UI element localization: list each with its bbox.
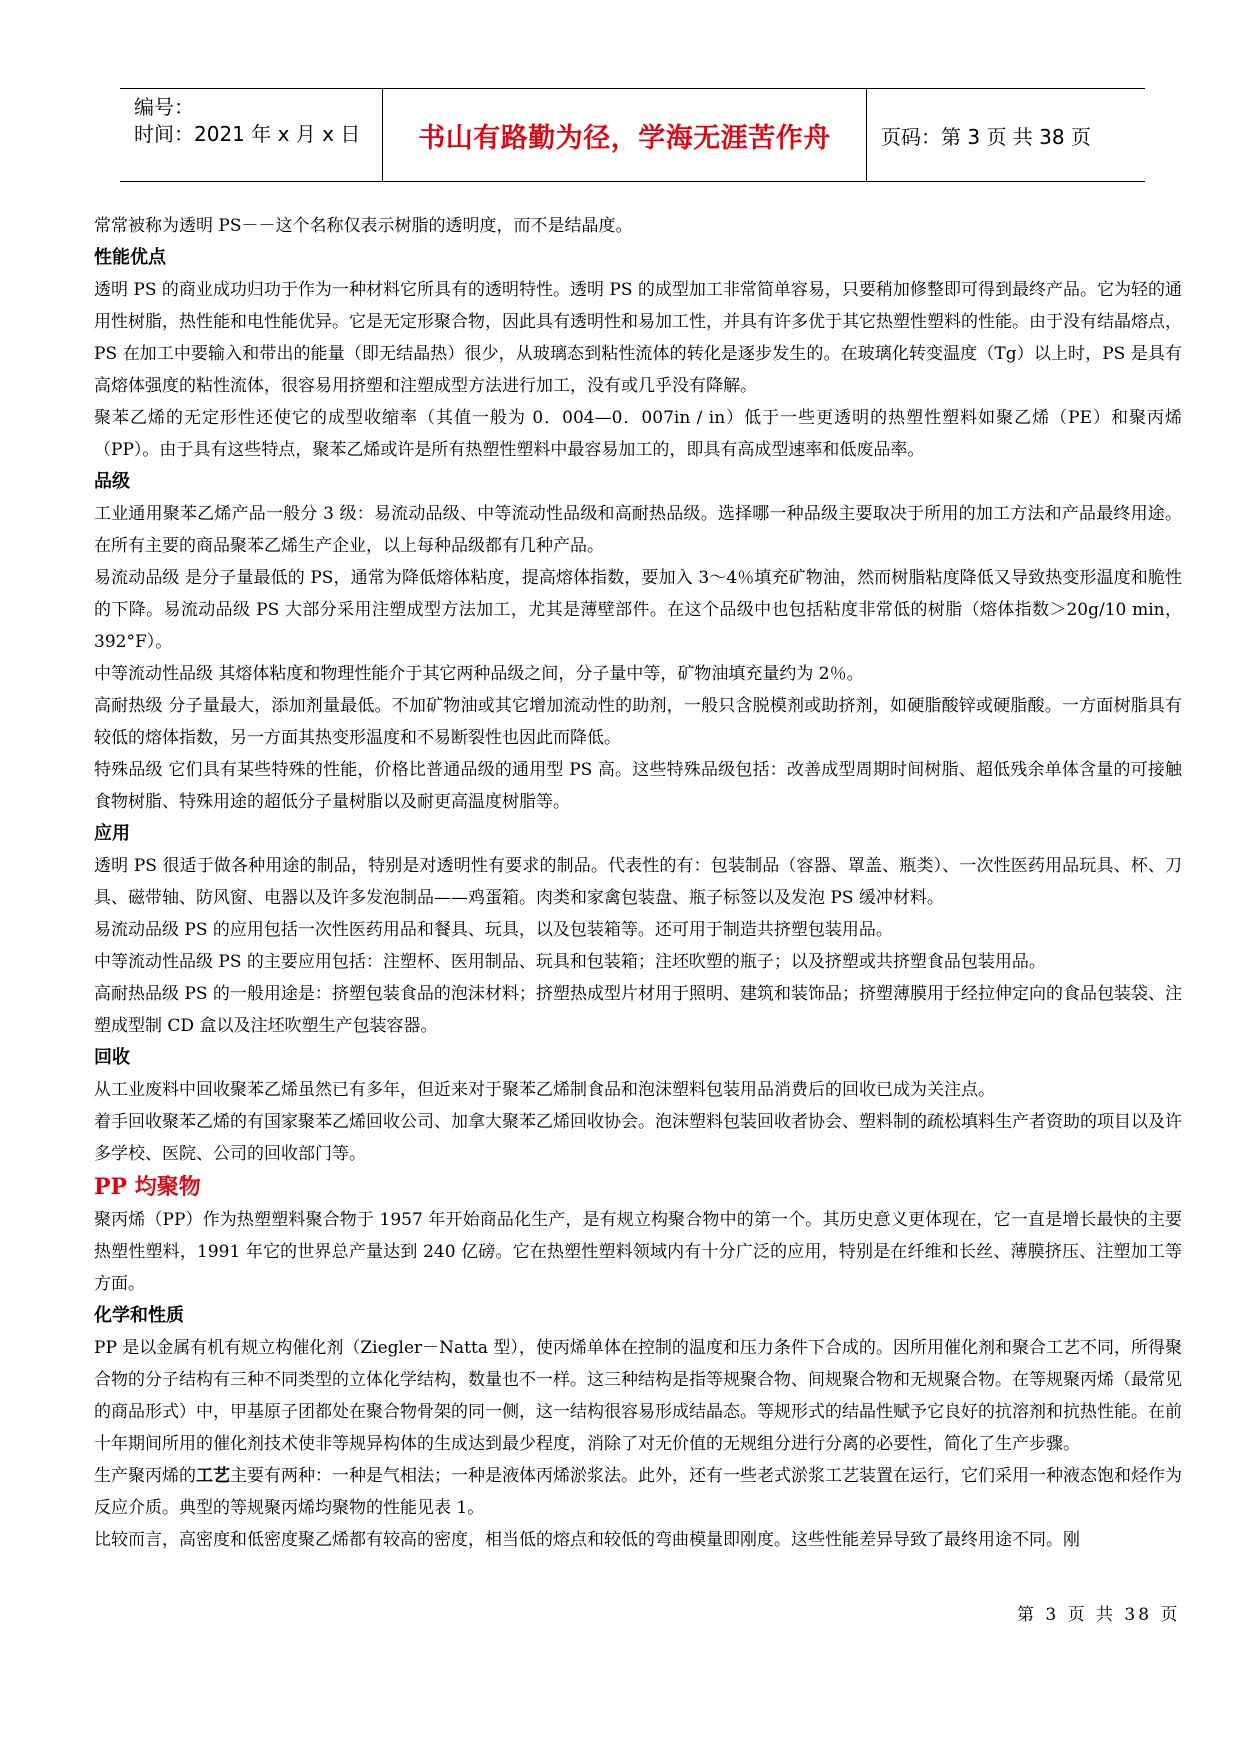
paragraph: 从工业废料中回收聚苯乙烯虽然已有多年，但近来对于聚苯乙烯制食品和泡沫塑料包装用品消费后的回收已成为关注点。 — [94, 1080, 995, 1100]
document-body — [94, 210, 1182, 1556]
paragraph: 比较而言，高密度和低密度聚乙烯都有较高的密度，相当低的熔点和较低的弯曲模量即刚度。这些性能差异导致了最终用途不同。刚 — [94, 1530, 1080, 1550]
chapter-heading-pp: PP 均聚物 — [94, 1174, 201, 1200]
doc-date: 时间：2021 年 x 月 x 日 — [134, 122, 361, 146]
paragraph-text: 生产聚丙烯的 — [94, 1466, 196, 1486]
paragraph: 透明 PS 的商业成功归功于作为一种材料它所具有的透明特性。透明 PS 的成型加工非常简单容易，只要稍加修整即可得到最终产品。它为轻的通用性树脂，热性能和电性能优异。它是无定形聚合物，因此具有透明性和易加工性，并具有许多优于其它热塑性塑料的性能。由于没有结晶熔点，PS 在加工中要输入和带出的能量（即无结晶热）很少，从玻璃态到粘性流体的转化是逐步发生的。在玻璃化转变温度（Tg）以上时，PS 是具有高熔体强度的粘性流体，很容易用挤塑和注塑成型方法进行加工，没有或几乎没有降解。 — [94, 280, 1182, 396]
doc-number-label: 编号： — [134, 95, 194, 119]
section-heading-chemistry: 化学和性质 — [94, 1305, 184, 1326]
header-motto: 书山有路勤为径，学海无涯苦作舟 — [382, 89, 867, 181]
paragraph: 聚丙烯（PP）作为热塑塑料聚合物于 1957 年开始商品化生产，是有规立构聚合物中的第一个。其历史意义更体现在，它一直是增长最快的主要热塑性塑料，1991 年它的世界总产量达到 240 亿磅。它在热塑性塑料领域内有十分广泛的应用，特别是在纤维和长丝、薄膜挤压、注塑加工等方面。 — [94, 1210, 1182, 1294]
paragraph: 常常被称为透明 PS－－这个名称仅表示树脂的透明度，而不是结晶度。 — [94, 216, 633, 236]
paragraph: 聚苯乙烯的无定形性还使它的成型收缩率（其值一般为 0．004—0．007in / in）低于一些更透明的热塑性塑料如聚乙烯（PE）和聚丙烯（PP）。由于具有这些特点，聚苯乙烯或许是所有热塑性塑料中最容易加工的，即具有高成型速率和低废品率。 — [94, 408, 1182, 460]
paragraph: PP 是以金属有机有规立构催化剂（Ziegler－Natta 型），使丙烯单体在控制的温度和压力条件下合成的。因所用催化剂和聚合工艺不同，所得聚合物的分子结构有三种不同类型的立体化学结构，数量也不一样。这三种结构是指等规聚合物、间规聚合物和无规聚合物。在等规聚丙烯（最常见的商品形式）中，甲基原子团都处在聚合物骨架的同一侧，这一结构很容易形成结晶态。等规形式的结晶性赋予它良好的抗溶剂和抗热性能。在前十年期间所用的催化剂技术使非等规异构体的生成达到最少程度，消除了对无价值的无规组分进行分离的必要性，简化了生产步骤。 — [94, 1338, 1182, 1454]
page-footer: 第 3 页 共 38 页 — [1017, 1605, 1181, 1625]
paragraph: 易流动品级 是分子量最低的 PS，通常为降低熔体粘度，提高熔体指数，要加入 3～4％填充矿物油，然而树脂粘度降低又导致热变形温度和脆性的下降。易流动品级 PS 大部分采用注塑成型方法加工，尤其是薄壁部件。在这个品级中也包括粘度非常低的树脂（熔体指数＞20g/10 min，392°F）。 — [94, 568, 1182, 652]
paragraph: 着手回收聚苯乙烯的有国家聚苯乙烯回收公司、加拿大聚苯乙烯回收协会。泡沫塑料包装回收者协会、塑料制的疏松填料生产者资助的项目以及许多学校、医院、公司的回收部门等。 — [94, 1112, 1182, 1164]
paragraph: 工业通用聚苯乙烯产品一般分 3 级：易流动品级、中等流动性品级和高耐热品级。选择哪一种品级主要取决于所用的加工方法和产品最终用途。在所有主要的商品聚苯乙烯生产企业，以上每种品级都有几种产品。 — [94, 504, 1182, 556]
header-page-info: 页码：第 3 页 共 38 页 — [881, 124, 1091, 149]
paragraph: 高耐热级 分子量最大，添加剂量最低。不加矿物油或其它增加流动性的助剂，一般只含脱模剂或助挤剂，如硬脂酸锌或硬脂酸。一方面树脂具有较低的熔体指数，另一方面其热变形温度和不易断裂性也因此而降低。 — [94, 696, 1182, 748]
paragraph: 中等流动性品级 其熔体粘度和物理性能介于其它两种品级之间，分子量中等，矿物油填充量约为 2％。 — [94, 664, 864, 684]
section-heading-applications: 应用 — [94, 823, 130, 844]
header-meta — [120, 89, 382, 181]
section-heading-advantages: 性能优点 — [94, 247, 166, 268]
page-header — [120, 88, 1145, 182]
paragraph: 特殊品级 它们具有某些特殊的性能，价格比普通品级的通用型 PS 高。这些特殊品级包括：改善成型周期时间树脂、超低残余单体含量的可接触食物树脂、特殊用途的超低分子量树脂以及耐更高温度树脂等。 — [94, 760, 1182, 812]
keyword-process: 工艺 — [196, 1466, 230, 1486]
paragraph: 中等流动性品级 PS 的主要应用包括：注塑杯、医用制品、玩具和包装箱；注坯吹塑的瓶子；以及挤塑或共挤塑食品包装用品。 — [94, 952, 1046, 972]
section-heading-grades: 品级 — [94, 471, 130, 492]
paragraph: 易流动品级 PS 的应用包括一次性医药用品和餐具、玩具，以及包装箱等。还可用于制造共挤塑包装用品。 — [94, 920, 893, 940]
paragraph: 透明 PS 很适于做各种用途的制品，特别是对透明性有要求的制品。代表性的有：包装制品（容器、罩盖、瓶类）、一次性医药用品玩具、杯、刀具、磁带轴、防风窗、电器以及许多发泡制品——鸡蛋箱。肉类和家禽包装盘、瓶子标签以及发泡 PS 缓冲材料。 — [94, 856, 1182, 908]
section-heading-recycling: 回收 — [94, 1047, 130, 1068]
paragraph — [94, 1460, 1182, 1524]
paragraph-text: 主要有两种：一种是气相法；一种是液体丙烯淤浆法。此外，还有一些老式淤浆工艺装置在运行，它们采用一种液态饱和烃作为反应介质。典型的等规聚丙烯均聚物的性能见表 1。 — [94, 1466, 1182, 1518]
paragraph: 高耐热品级 PS 的一般用途是：挤塑包装食品的泡沫材料；挤塑热成型片材用于照明、建筑和装饰品；挤塑薄膜用于经拉伸定向的食品包装袋、注塑成型制 CD 盒以及注坯吹塑生产包装容器。 — [94, 984, 1182, 1036]
